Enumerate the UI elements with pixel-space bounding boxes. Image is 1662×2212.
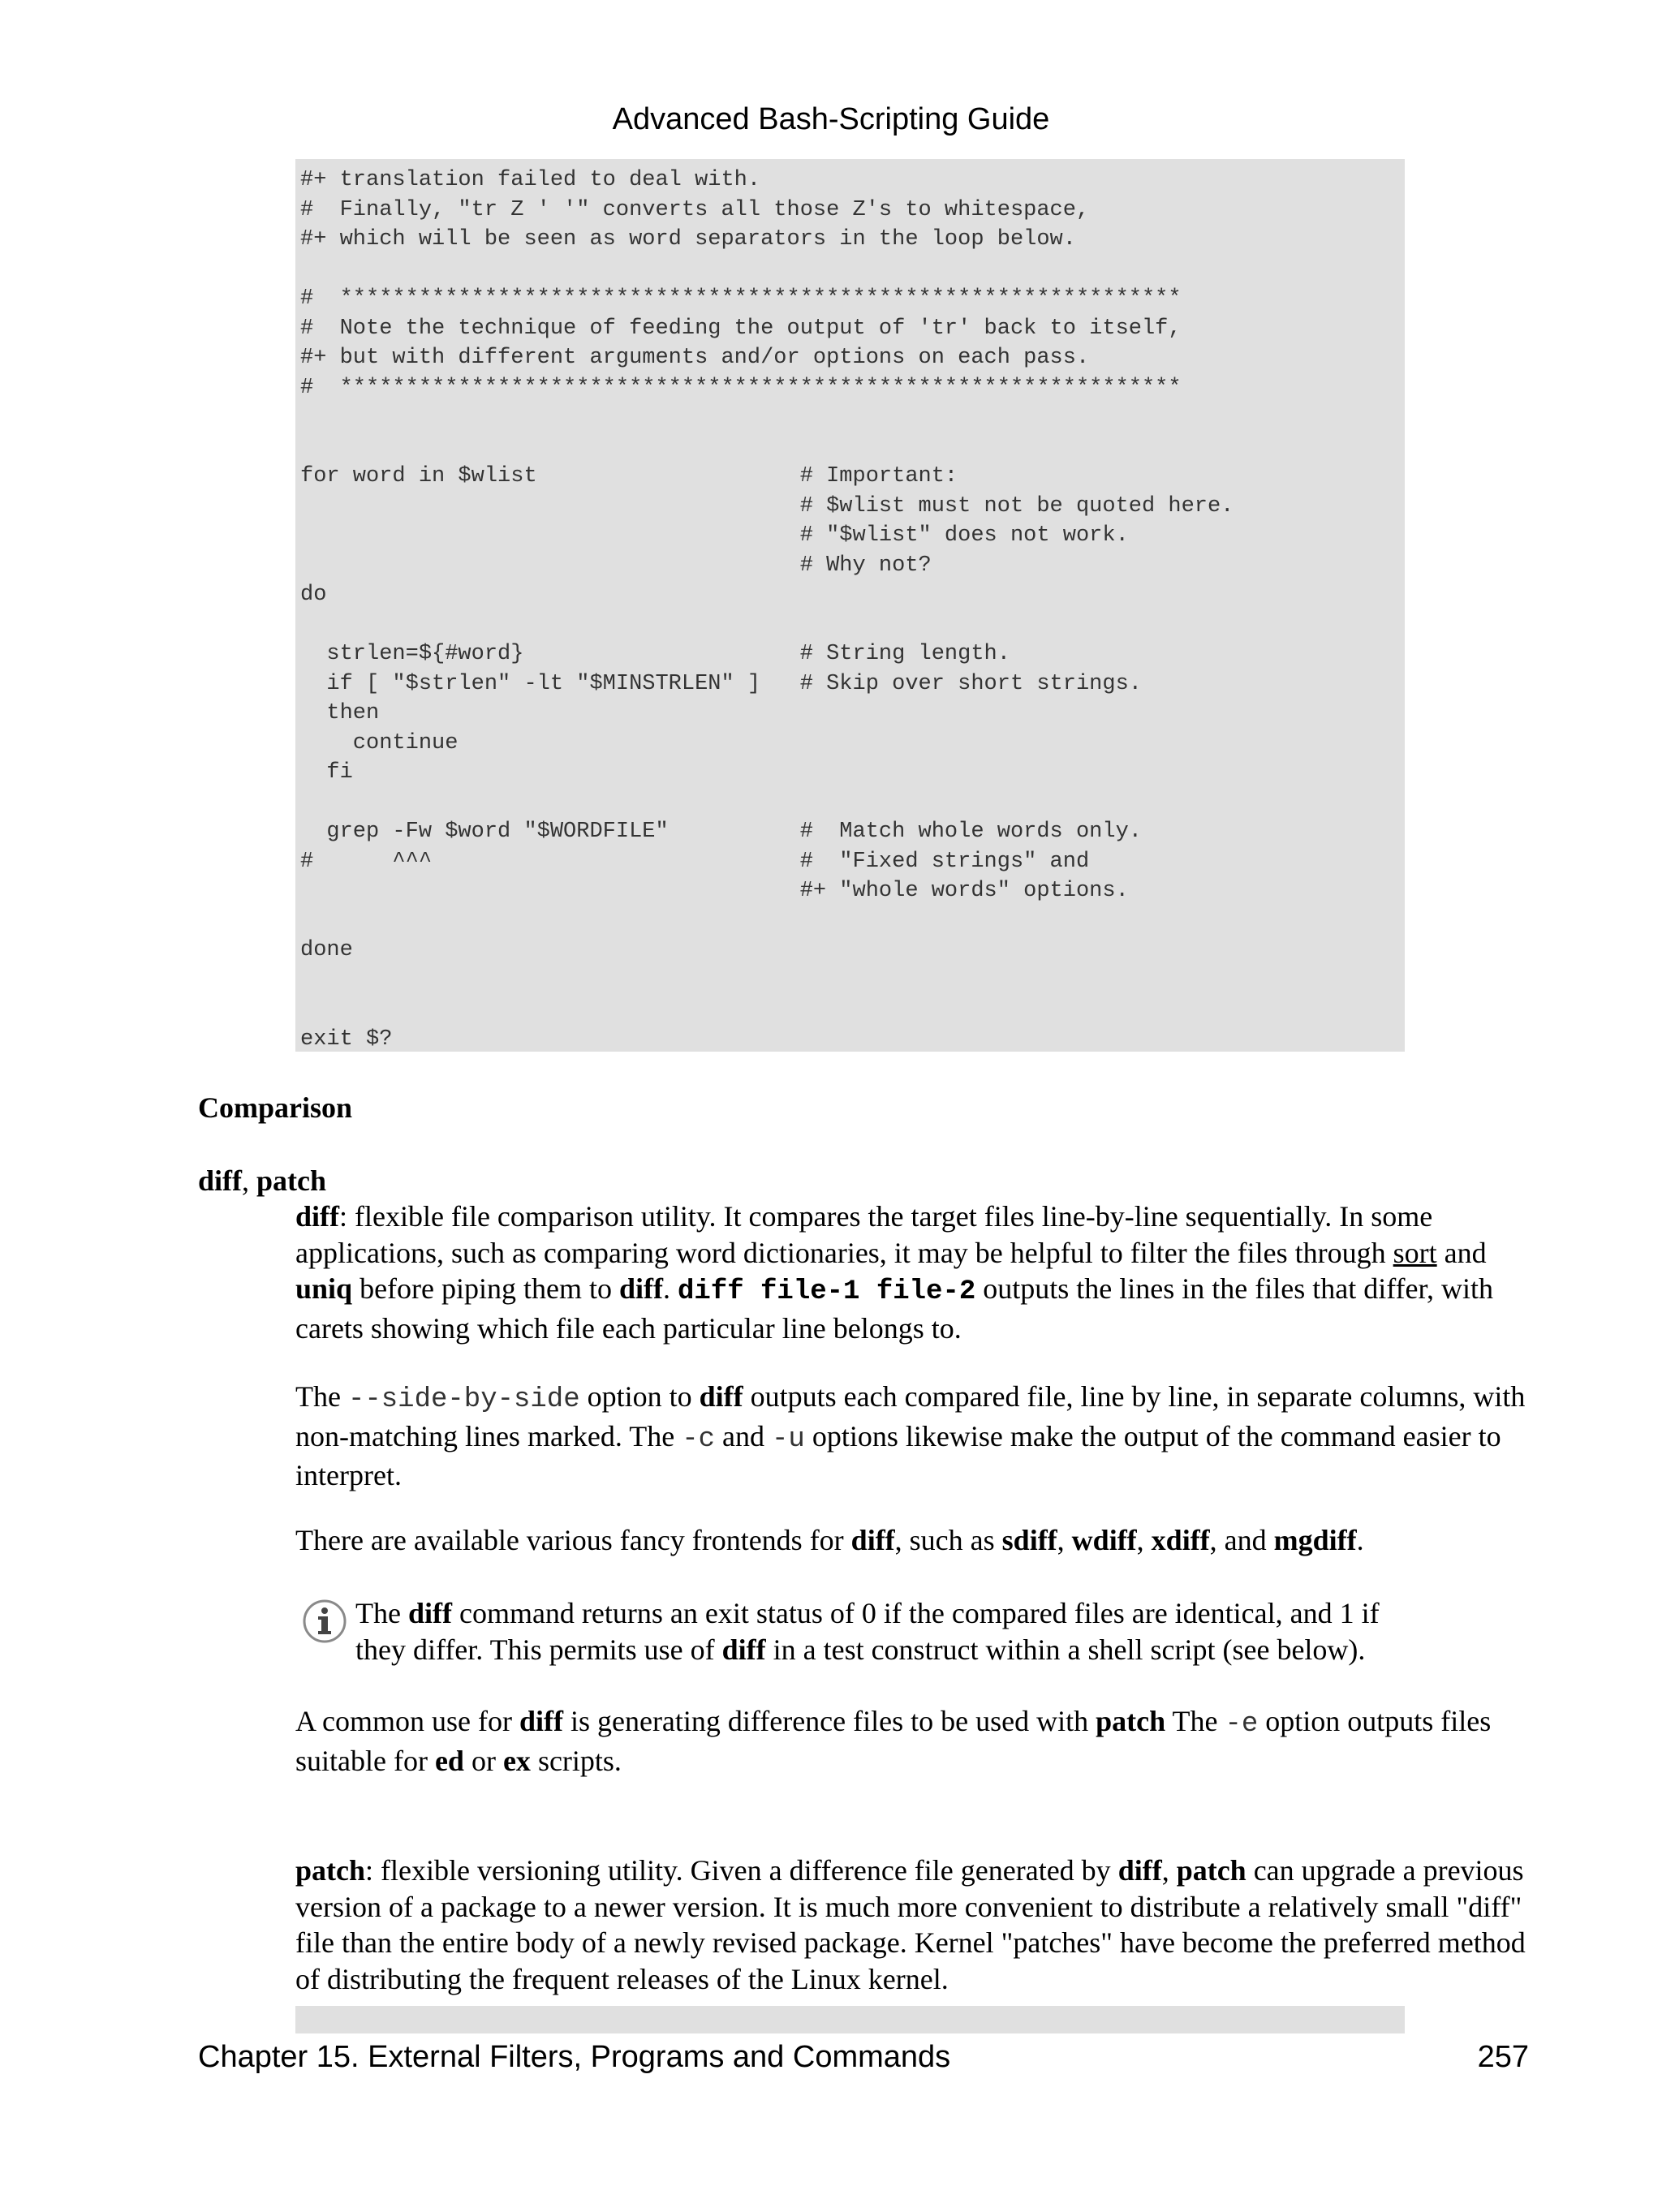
code-line: if [ "$strlen" -lt "$MINSTRLEN" ] # Skip over short strings.	[300, 671, 1142, 696]
cmd-diff: diff	[699, 1380, 743, 1413]
text: can upgrade a previous version of a package to a newer version. It is much more convenient to distribute a relatively small "diff" file than the entire body of a newly revised package. Kernel "patches" have become the preferred method of distributing the frequent releases of the Linux kernel.	[295, 1854, 1526, 1995]
section-title: Comparison	[198, 1091, 353, 1124]
cmd-wdiff: wdiff	[1071, 1524, 1137, 1556]
text: : flexible versioning utility. Given a difference file generated by	[365, 1854, 1118, 1887]
command-example: diff file-1 file-2	[678, 1276, 976, 1307]
code-line: then	[300, 701, 380, 725]
code-line	[300, 966, 1400, 996]
code-line: do	[300, 583, 327, 607]
cmd-diff: diff	[721, 1633, 766, 1666]
paragraph-patch-description	[295, 1853, 1537, 1997]
text: There are available various fancy frontends for	[295, 1524, 851, 1556]
sort-link[interactable]: sort	[1393, 1236, 1437, 1269]
code-line: # "$wlist" does not work.	[300, 523, 1129, 548]
text: before piping them to	[352, 1272, 619, 1305]
text: scripts.	[530, 1744, 622, 1777]
code-line: # Note the technique of feeding the output of 'tr' back to itself,	[300, 316, 1182, 341]
text: outputs the lines in the files that differ, with carets showing which file each particular line belongs to.	[295, 1272, 1494, 1345]
code-line: # ****************************************************************	[300, 286, 1182, 311]
cmd-xdiff: xdiff	[1151, 1524, 1210, 1556]
code-line: for word in $wlist # Important:	[300, 464, 958, 488]
cmd-sdiff: sdiff	[1001, 1524, 1057, 1556]
code-line: # Why not?	[300, 553, 932, 578]
text: is generating difference files to be used with	[562, 1705, 1096, 1737]
text: ,	[1057, 1524, 1072, 1556]
cmd-patch: patch	[1096, 1705, 1166, 1737]
code-line: grep -Fw $word "$WORDFILE" # Match whole words only.	[300, 820, 1142, 844]
text: option to	[579, 1380, 700, 1413]
text: The	[295, 1380, 348, 1413]
code-line	[300, 995, 1400, 1025]
code-line: # $wlist must not be quoted here.	[300, 493, 1234, 519]
text: outputs each compared file, line by line, in separate columns, with non-matching lines marked. The	[295, 1380, 1526, 1452]
text: option outputs files suitable for	[295, 1705, 1492, 1777]
paragraph-side-by-side	[295, 1379, 1537, 1494]
cmd-patch: patch	[295, 1854, 366, 1887]
text: , and	[1209, 1524, 1274, 1556]
code-block-continued	[295, 2006, 1405, 2033]
text: options likewise make the output of the command easier to interpret.	[295, 1419, 1501, 1491]
paragraph-common-use	[295, 1703, 1537, 1779]
text: : flexible file comparison utility. It compares the target files line-by-line sequentially. In some applications, such as comparing word dictionaries, it may be helpful to filter the files through	[295, 1200, 1433, 1269]
code-block	[295, 159, 1405, 1052]
code-line: continue	[300, 730, 459, 755]
text: .	[1356, 1524, 1364, 1556]
cmd-mgdiff: mgdiff	[1273, 1524, 1357, 1556]
text: in a test construct within a shell script (see below).	[765, 1633, 1366, 1666]
cmd-uniq: uniq	[295, 1272, 353, 1305]
cmd-diff: diff	[850, 1524, 895, 1556]
code-line: # ****************************************************************	[300, 375, 1182, 400]
code-line: # ^^^ # "Fixed strings" and	[300, 849, 1090, 874]
option-c: -c	[682, 1423, 716, 1455]
code-line	[300, 255, 1400, 285]
entry-term	[198, 1163, 326, 1199]
cmd-diff: diff	[1117, 1854, 1162, 1887]
code-line: #+ which will be seen as word separators in the loop below.	[300, 227, 1076, 252]
text: , such as	[894, 1524, 1002, 1556]
page-number: 257	[1477, 2040, 1529, 2074]
code-line: done	[300, 938, 353, 962]
term-separator: ,	[242, 1164, 256, 1197]
code-line	[300, 402, 1400, 433]
code-line: strlen=${#word} # String length.	[300, 642, 1010, 666]
text: A common use for	[295, 1705, 519, 1737]
text: The	[355, 1597, 408, 1629]
code-line: exit $?	[300, 1026, 393, 1052]
code-line: #+ "whole words" options.	[300, 879, 1129, 903]
text: or	[463, 1744, 503, 1777]
cmd-ed: ed	[434, 1744, 464, 1777]
code-line: #+ translation failed to deal with.	[300, 168, 761, 192]
cmd-diff: diff	[519, 1705, 563, 1737]
option-u: -u	[772, 1423, 805, 1455]
text: command returns an exit status of 0 if the compared files are identical, and 1 if they differ. This permits use of	[355, 1597, 1380, 1666]
option-side-by-side: --side-by-side	[347, 1384, 580, 1415]
text: The	[1165, 1705, 1225, 1737]
code-line: # Finally, "tr Z ' '" converts all those Z's to whitespace,	[300, 197, 1090, 222]
cmd-patch: patch	[1176, 1854, 1246, 1887]
text: ,	[1161, 1854, 1177, 1887]
cmd-diff: diff	[619, 1272, 663, 1305]
code-line	[300, 433, 1400, 463]
cmd-diff: diff	[295, 1200, 339, 1233]
code-line: fi	[300, 760, 353, 785]
code-line	[300, 788, 1400, 818]
term-diff: diff	[198, 1164, 242, 1197]
text: ,	[1136, 1524, 1152, 1556]
cmd-diff: diff	[407, 1597, 452, 1629]
text: .	[663, 1272, 678, 1305]
info-icon	[302, 1599, 347, 1644]
code-line	[300, 610, 1400, 640]
cmd-ex: ex	[502, 1744, 531, 1777]
note-exit-status	[355, 1595, 1410, 1668]
text: and	[715, 1419, 773, 1452]
option-e: -e	[1225, 1709, 1259, 1740]
running-header: Advanced Bash-Scripting Guide	[612, 102, 1050, 136]
paragraph-frontends	[295, 1522, 1537, 1559]
code-line: #+ but with different arguments and/or options on each pass.	[300, 346, 1090, 370]
text: and	[1436, 1236, 1487, 1269]
code-line	[300, 906, 1400, 936]
term-patch: patch	[256, 1164, 327, 1197]
chapter-title: Chapter 15. External Filters, Programs and Commands	[198, 2040, 951, 2074]
paragraph-diff-description	[295, 1199, 1537, 1346]
